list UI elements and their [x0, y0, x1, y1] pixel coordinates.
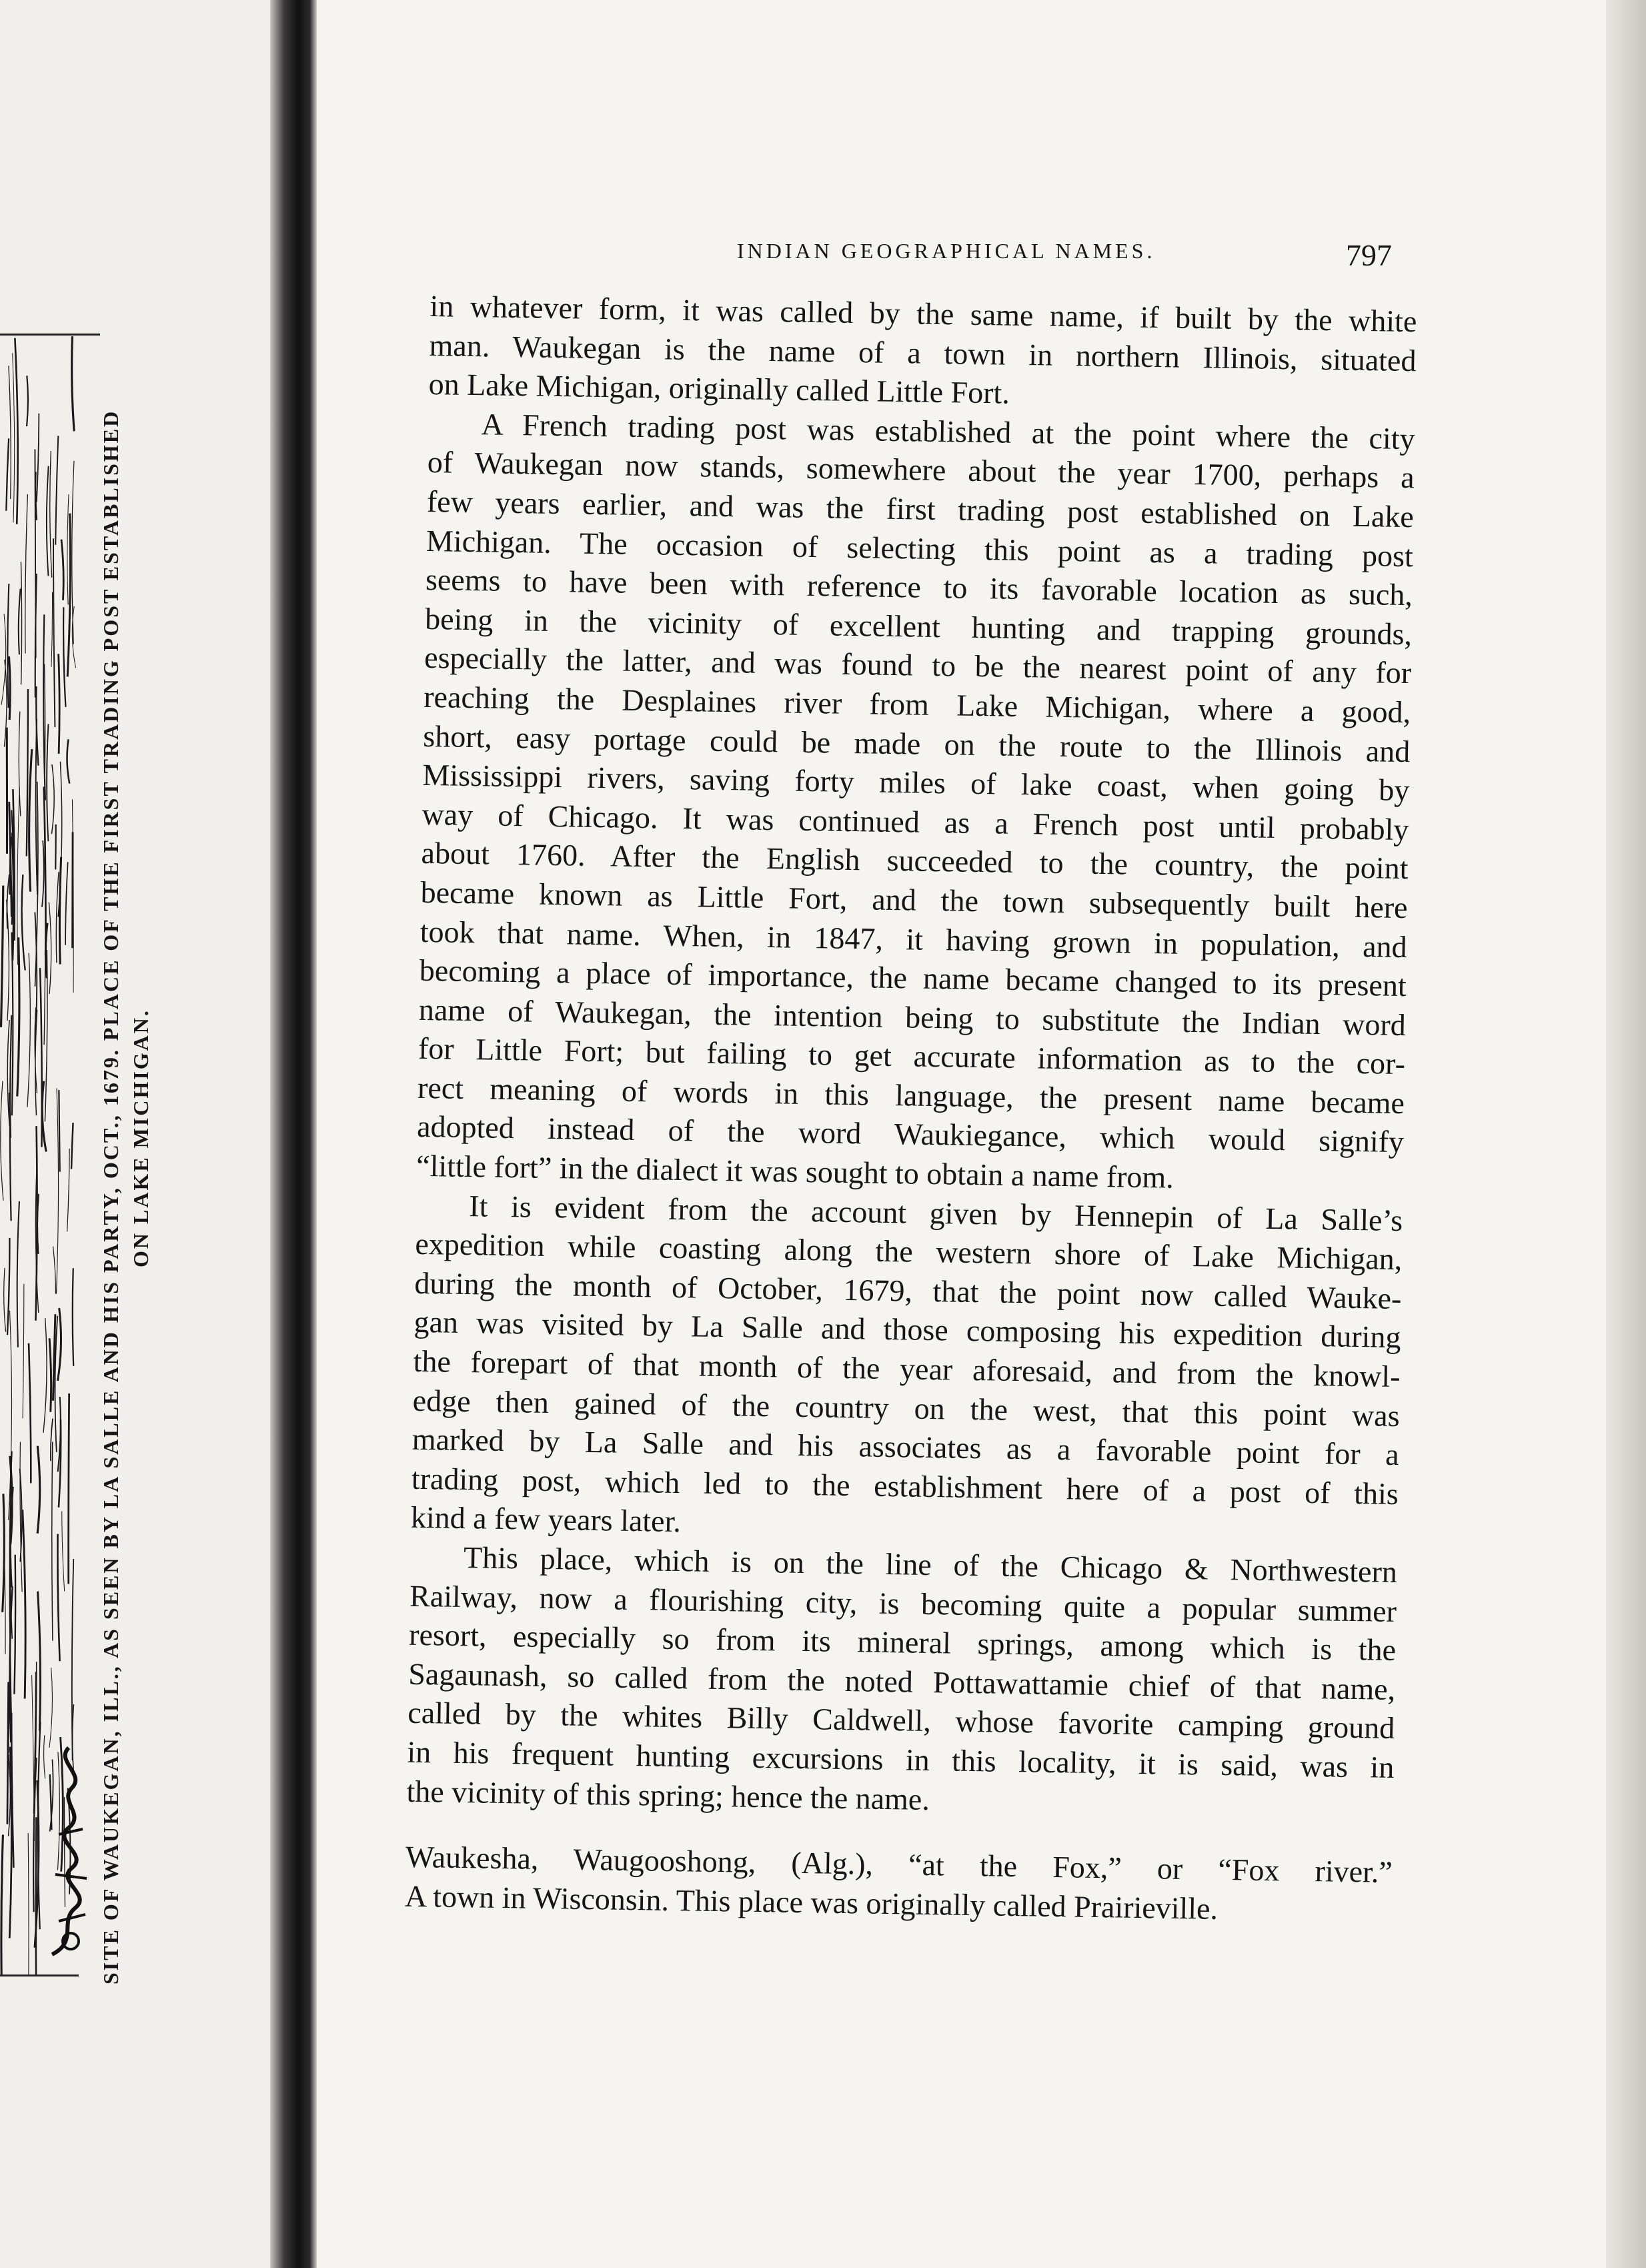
- engraving-stroke: [51, 764, 54, 834]
- engraving-stroke: [1, 614, 6, 705]
- text-line: the forepart of that month of the year aforesaid, and from the knowl-: [413, 1343, 1401, 1394]
- engraving-stroke: [58, 1308, 61, 1381]
- text-line: way of Chicago. It was continued as a French post until probably: [422, 796, 1409, 846]
- engraving-stroke: [23, 1510, 25, 1698]
- text-line: for Little Fort; but failing to get accurate information as to the cor-: [418, 1031, 1406, 1081]
- engraving-stroke: [67, 739, 70, 783]
- text-line: name of Waukegan, the intention being to substitute the Indian word: [418, 992, 1407, 1042]
- text-line: called by the whites Billy Caldwell, whose favorite camping ground: [407, 1696, 1395, 1746]
- text-line: short, easy portage could be made on the route to the Illinois and: [423, 718, 1411, 768]
- text-line: reaching the Desplaines river from Lake Michigan, where a good,: [423, 679, 1411, 730]
- engraving-stroke: [7, 584, 9, 708]
- engraving-stroke: [52, 1442, 53, 1640]
- text-line: A town in Wisconsin. This place was originally called Prairieville.: [404, 1878, 1218, 1926]
- text-line: in whatever form, it was called by the same name, if built by the white: [430, 288, 1417, 339]
- running-head: INDIAN GEOGRAPHICAL NAMES.: [737, 239, 1156, 263]
- text-line: took that name. When, in 1847, it having grown in population, and: [420, 914, 1408, 964]
- engraving-stroke: [37, 1446, 40, 1534]
- engraving-stroke: [23, 1284, 24, 1419]
- engraving-stroke: [55, 436, 58, 544]
- text-line: kind a few years later.: [410, 1500, 682, 1539]
- book-gutter: [270, 0, 317, 2268]
- text-line: resort, especially so from its mineral springs, among which is the: [408, 1617, 1397, 1668]
- engraving-stroke: [72, 336, 74, 431]
- text-line: became known as Little Fort, and the town subsequently built here: [420, 875, 1408, 925]
- engraving-stroke: [50, 451, 52, 578]
- text-line: of Waukegan now stands, somewhere about the year 1700, perhaps a: [427, 445, 1415, 495]
- text-line: man. Waukegan is the name of a town in northern Illinois, situated: [429, 328, 1417, 378]
- engraving-stroke: [56, 1089, 58, 1294]
- engraving-stroke: [62, 1511, 65, 1591]
- engraving-stroke: [9, 656, 10, 720]
- text-line: in his frequent hunting excursions in this locality, it is said, was in: [407, 1734, 1395, 1784]
- engraving-stroke: [71, 1123, 73, 1169]
- text-line: A French trading post was established at the point where the city: [481, 407, 1416, 456]
- engraving-stroke: [6, 438, 9, 510]
- text-line: on Lake Michigan, originally called Little Fort.: [428, 367, 1010, 410]
- engraver-signature-icon: [39, 1721, 99, 1961]
- engraving-stroke: [65, 862, 68, 945]
- engraving-stroke: [27, 689, 28, 856]
- engraving-stroke: [1, 1081, 3, 1201]
- page-edge-shadow: [1606, 0, 1646, 2268]
- engraving-stroke: [9, 1093, 11, 1138]
- engraving-stroke: [63, 607, 65, 706]
- engraving-stroke: [36, 1662, 37, 1720]
- engraving-stroke: [27, 953, 30, 1107]
- engraving-stroke: [17, 1201, 19, 1347]
- text-line: Sagaunash, so called from the noted Pottawattamie chief of that name,: [407, 1656, 1396, 1706]
- engraving-stroke: [10, 837, 11, 895]
- engraving-stroke: [9, 366, 11, 499]
- engraving-stroke: [49, 902, 51, 994]
- engraving-stroke: [37, 414, 39, 502]
- engraving-stroke: [47, 724, 48, 841]
- text-line: adopted instead of the word Waukiegance, which would signify: [416, 1109, 1405, 1159]
- page-number: 797: [1346, 238, 1392, 272]
- text-line: rect meaning of words in this language, the present name became: [417, 1070, 1405, 1120]
- engraving-stroke: [57, 1534, 59, 1662]
- text-line: This place, which is on the line of the Chicago & Northwestern: [463, 1540, 1398, 1590]
- engraving-stroke: [47, 466, 49, 576]
- text-line: “little fort” in the dialect it was sought to obtain a name from.: [416, 1148, 1174, 1195]
- engraving-stroke: [1, 886, 3, 1027]
- text-line: few years earlier, and was the first trading post established on Lake: [426, 484, 1415, 534]
- engraving-stroke: [29, 1343, 31, 1484]
- text-line: during the month of October, 1679, that the point now called Wauke-: [414, 1265, 1402, 1315]
- text-line: the vicinity of this spring; hence the name.: [406, 1774, 930, 1816]
- text-line: Mississippi rivers, saving forty miles of lake coast, when going by: [422, 758, 1410, 808]
- plate-caption-line-2: ON LAKE MICHIGAN.: [129, 1009, 153, 1267]
- engraving-stroke: [19, 589, 21, 655]
- engraving-stroke: [22, 875, 25, 970]
- text-line: trading post, which led to the establishment here of a post of this: [411, 1461, 1399, 1511]
- text-line: about 1760. After the English succeeded to the country, the point: [421, 836, 1409, 886]
- body-text: [405, 287, 1417, 1931]
- text-line: gan was visited by La Salle and those composing his expedition during: [414, 1305, 1401, 1355]
- text-line: Waukesha, Waugooshong, (Alg.), “at the Fox,” or “Fox river.”: [405, 1839, 1393, 1890]
- plate-caption-line-1: SITE OF WAUKEGAN, ILL., AS SEEN BY LA SALLE AND HIS PARTY, OCT., 1679. PLACE OF THE FIRST TRADING POST ESTABLISHED: [99, 409, 123, 1985]
- engraving-stroke: [49, 1338, 51, 1411]
- text-line: expedition while coasting along the western shore of Lake Michigan,: [415, 1227, 1403, 1277]
- engraving-stroke: [25, 494, 28, 654]
- engraving-stroke: [59, 654, 60, 754]
- text-line: It is evident from the account given by Hennepin of La Salle’s: [468, 1188, 1403, 1237]
- engraving-stroke: [67, 1149, 69, 1231]
- engraving-stroke: [67, 494, 69, 604]
- engraving-stroke: [42, 840, 44, 907]
- engraving-stroke: [28, 1833, 29, 1974]
- engraving-stroke: [4, 1268, 6, 1332]
- engraving-stroke: [51, 592, 53, 667]
- engraving-stroke: [72, 606, 75, 668]
- engraving-stroke: [58, 762, 62, 917]
- engraving-stroke: [1, 1834, 3, 1974]
- engraving-stroke: [7, 1682, 9, 1824]
- text-line: marked by La Salle and his associates as a favorable point for a: [412, 1422, 1400, 1472]
- text-line: becoming a place of importance, the name became changed to its present: [419, 953, 1407, 1003]
- left-page-plate: [0, 0, 287, 2268]
- text-line: being in the vicinity of excellent hunting and trapping grounds,: [424, 601, 1413, 651]
- text-line: seems to have been with reference to its favorable location as such,: [425, 562, 1413, 612]
- engraving-stroke: [53, 538, 55, 727]
- engraving-stroke: [53, 1246, 56, 1293]
- engraving-stroke: [38, 1592, 41, 1731]
- engraving-stroke: [56, 872, 59, 963]
- text-line: Michigan. The occasion of selecting this point as a trading post: [426, 523, 1414, 573]
- text-line: especially the latter, and was found to be the nearest point of any for: [424, 640, 1412, 690]
- engraving-stroke: [13, 353, 15, 522]
- text-line: Railway, now a flourishing city, is becoming quite a popular summer: [409, 1578, 1397, 1628]
- engraving-stroke: [14, 1555, 15, 1694]
- engraving-stroke: [29, 749, 32, 892]
- engraving-stroke: [27, 376, 28, 426]
- engraving-stroke: [61, 540, 63, 600]
- engraving-stroke: [36, 1817, 37, 1974]
- text-line: edge then gained of the country on the west, that this point was: [412, 1383, 1401, 1433]
- engraving-stroke: [15, 338, 17, 524]
- plate-border-bottom: [0, 1974, 79, 1976]
- engraving-stroke: [43, 1318, 47, 1433]
- engraving-stroke: [7, 1238, 9, 1335]
- engraving-stroke: [40, 968, 42, 1147]
